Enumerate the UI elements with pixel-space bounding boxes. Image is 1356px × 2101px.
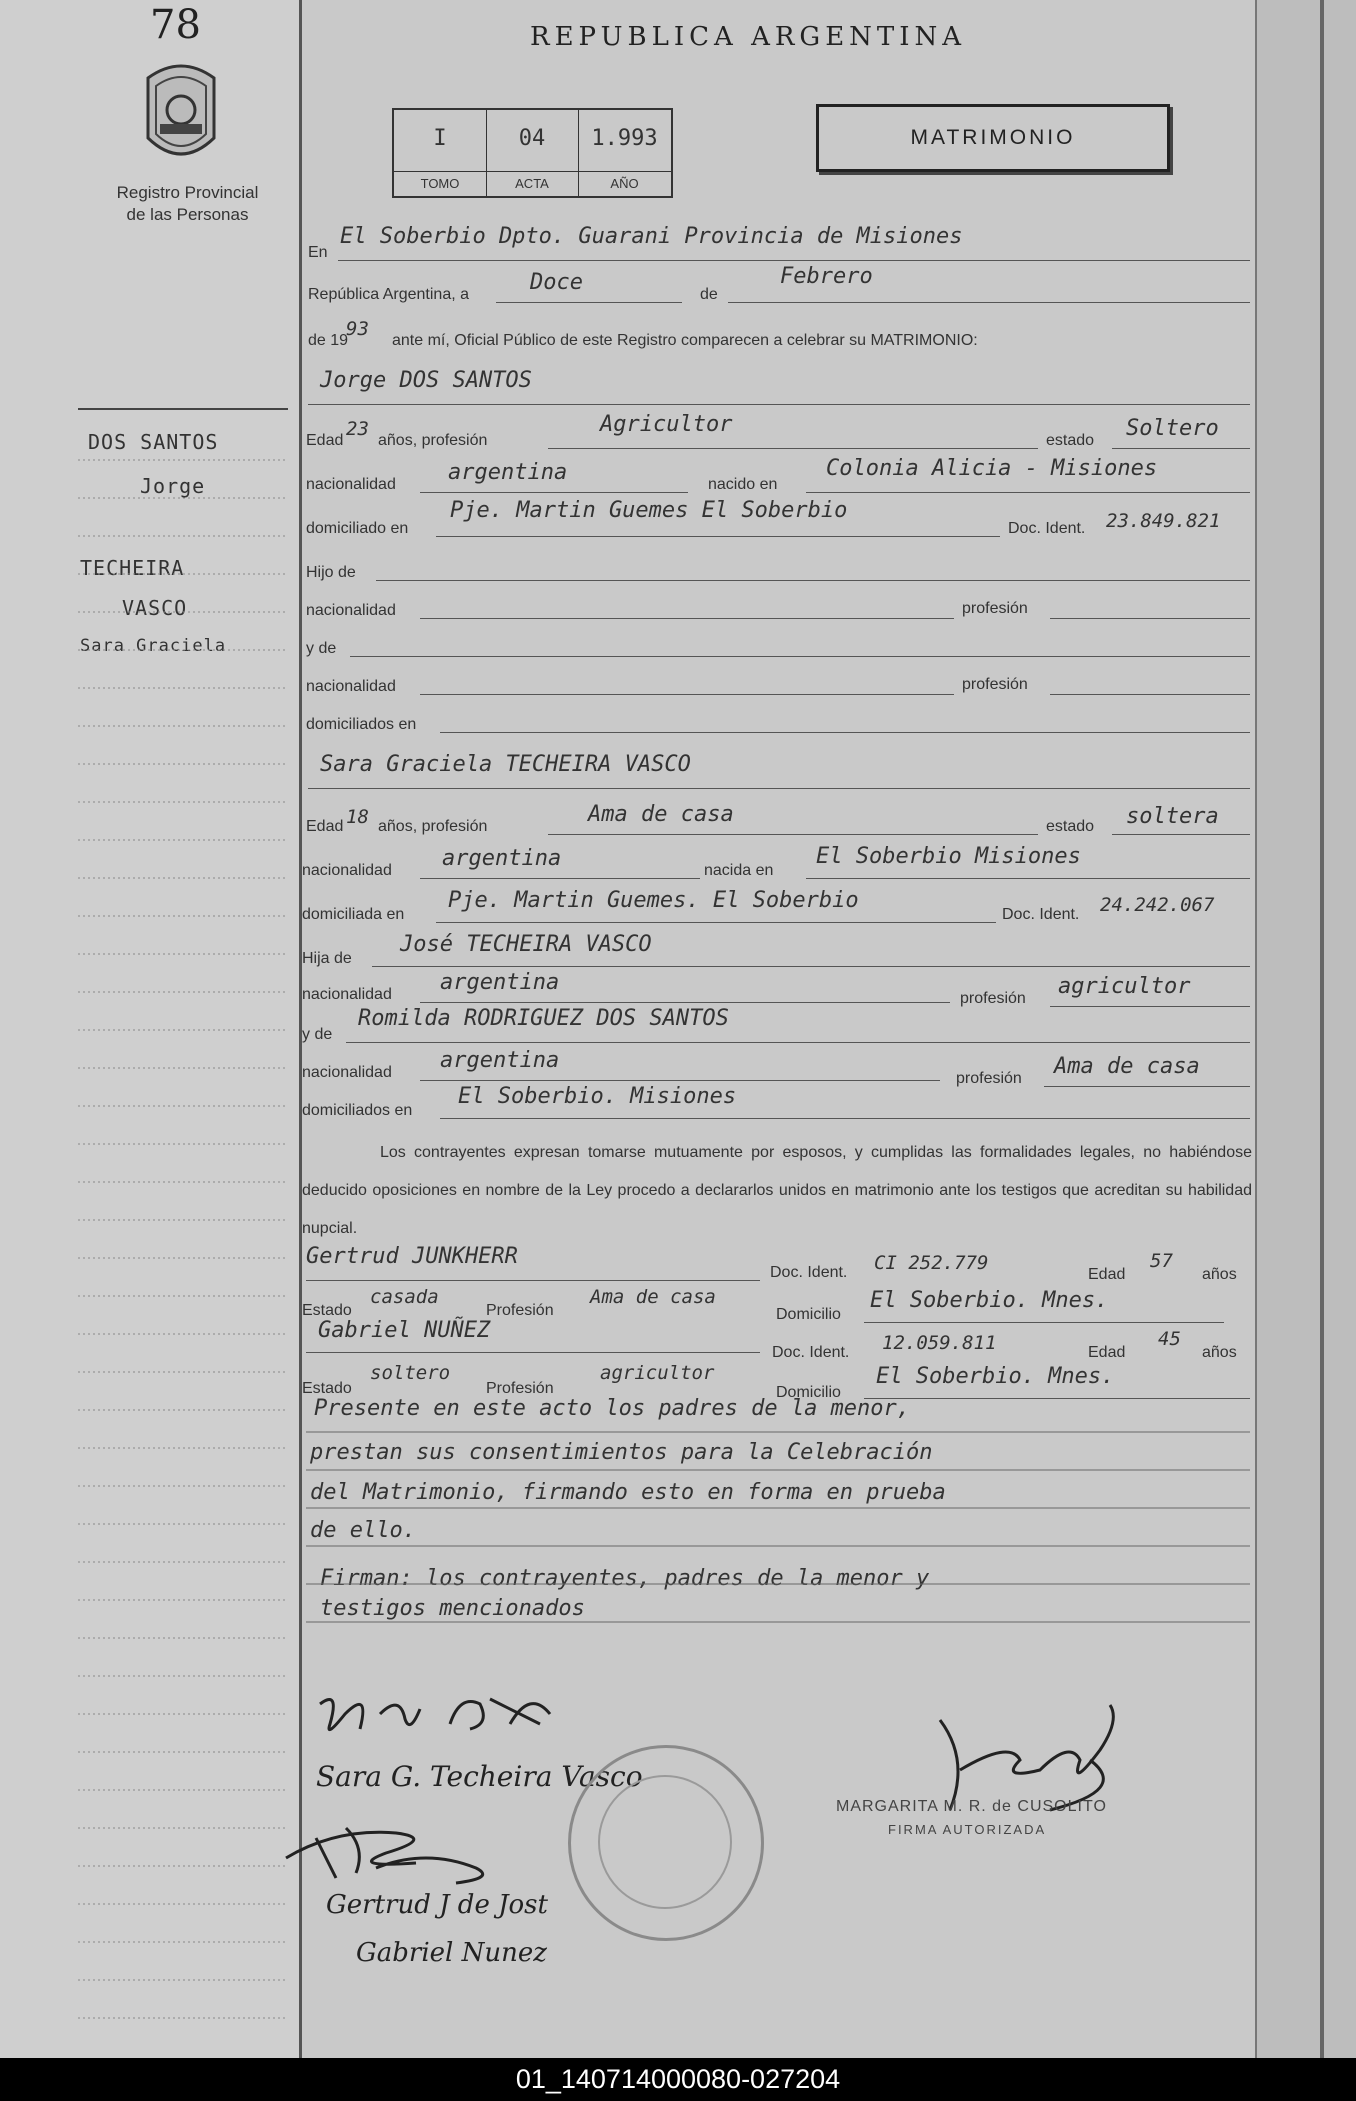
witness2-age: 45: [1158, 1328, 1181, 1350]
bride-nac-label2: nacionalidad: [302, 986, 392, 1003]
groom-prof-line2: [1050, 618, 1250, 619]
groom-nac-line2: [420, 618, 954, 619]
groom-prof-line3: [1050, 694, 1250, 695]
acta-label: ACTA: [486, 171, 578, 196]
record-type-box: MATRIMONIO: [816, 104, 1170, 172]
groom-age: 23: [346, 418, 369, 440]
page-right-edge: [1255, 0, 1356, 2058]
de-label: de: [700, 286, 718, 303]
witness2-edad-label: Edad: [1088, 1344, 1126, 1361]
day-line: [496, 302, 682, 303]
note-line-4: de ello.: [310, 1518, 416, 1543]
tomo-label: TOMO: [394, 171, 486, 196]
bride-nac-label3: nacionalidad: [302, 1064, 392, 1081]
witness2-profesion-label: Profesión: [486, 1380, 554, 1397]
ano-cell: [578, 110, 671, 196]
witness2-doc: 12.059.811: [882, 1332, 997, 1354]
bride-domiciliados-label: domiciliados en: [302, 1102, 413, 1119]
tomo-cell: [394, 110, 487, 196]
bride-profesion-label: años, profesión: [378, 818, 488, 835]
bride-doc: 24.242.067: [1100, 894, 1215, 916]
month-line: [728, 302, 1250, 303]
witness2-name: Gabriel NUÑEZ: [318, 1318, 491, 1343]
groom-estado-line: [1112, 448, 1250, 449]
bride-nacida-label: nacida en: [704, 862, 774, 879]
groom-nationality-line: [420, 492, 688, 493]
bride-yde-label: y de: [302, 1026, 333, 1043]
bride-father-line: [372, 966, 1250, 967]
official-name: MARGARITA M. R. de CUSOLITO: [836, 1798, 1107, 1815]
sidebar-bride-surname1: TECHEIRA: [80, 556, 185, 580]
groom-prof-label3: profesión: [962, 676, 1028, 693]
groom-nac-line3: [420, 694, 954, 695]
groom-birthplace: Colonia Alicia - Misiones: [826, 456, 1158, 481]
groom-domicilio-label: domiciliado en: [306, 520, 409, 537]
bride-address: Pje. Martin Guemes. El Soberbio: [448, 888, 859, 913]
year-prefix: de 19: [308, 332, 349, 349]
bride-profession-line: [548, 834, 1038, 835]
bride-nationality: argentina: [442, 846, 562, 871]
bride-birthplace-line: [806, 878, 1250, 879]
ano-value: 1.993: [591, 126, 658, 151]
groom-doc-label: Doc. Ident.: [1008, 520, 1086, 537]
groom-birthplace-line: [806, 492, 1250, 493]
witness2-profession: agricultor: [600, 1362, 715, 1384]
bride-edad-label: Edad: [306, 818, 344, 835]
witness2-domicilio-label: Domicilio: [776, 1384, 841, 1401]
note-line-1: Presente en este acto los padres de la menor,: [314, 1396, 911, 1421]
official-title: FIRMA AUTORIZADA: [888, 1822, 1047, 1837]
witness1-address: El Soberbio. Mnes.: [870, 1288, 1109, 1313]
bride-nac-line2: [420, 1002, 950, 1003]
sidebar-groom-surname: DOS SANTOS: [88, 430, 219, 454]
note-line-5: Firman: los contrayentes, padres de la menor y: [320, 1566, 930, 1591]
footer-code: 01_140714000080-027204: [0, 2058, 1356, 2101]
groom-profession-line: [548, 448, 1038, 449]
groom-yde-label: y de: [306, 640, 337, 657]
witness1-profession: Ama de casa: [590, 1286, 716, 1308]
witness2-signature: Gabriel Nunez: [356, 1938, 547, 1968]
witness2-name-line: [306, 1352, 760, 1353]
note-line-6: testigos mencionados: [320, 1596, 585, 1621]
groom-name-line: [308, 404, 1250, 405]
bride-mother-line: [346, 1042, 1250, 1043]
bride-father-profession: agricultor: [1058, 974, 1191, 999]
groom-domiciliados-label: domiciliados en: [306, 716, 417, 733]
witness1-age: 57: [1150, 1250, 1173, 1272]
witness1-anos-label: años: [1202, 1266, 1237, 1283]
year-suffix: 93: [346, 318, 369, 340]
note-line-3: del Matrimonio, firmando esto en forma en prueba: [310, 1480, 946, 1505]
groom-hijo-line: [376, 580, 1250, 581]
tomo-value: I: [433, 126, 447, 151]
groom-signature-scribble: [310, 1684, 580, 1744]
declaration-text: Los contrayentes expresan tomarse mutuamente por esposos, y cumplidas las formalidades legales, no habiéndose deducido oposiciones en nombre de la Ley procedo a declararlos unidos en matrimonio ante los testigos que acreditan su habilidad nupcial.: [302, 1144, 1252, 1237]
note-line-2: prestan sus consentimientos para la Celebración: [310, 1440, 933, 1465]
sidebar-bride-surname2: VASCO: [122, 596, 188, 620]
groom-doc: 23.849.821: [1106, 510, 1221, 532]
groom-profession: Agricultor: [600, 412, 733, 437]
acta-value: 04: [518, 126, 546, 151]
bride-nationality-line: [420, 878, 700, 879]
groom-nac-label3: nacionalidad: [306, 678, 396, 695]
groom-address: Pje. Martin Guemes El Soberbio: [450, 498, 848, 523]
bride-mother-profession: Ama de casa: [1054, 1054, 1200, 1079]
groom-nac-label2: nacionalidad: [306, 602, 396, 619]
groom-estado: Soltero: [1126, 416, 1219, 441]
bride-father: José TECHEIRA VASCO: [400, 932, 652, 957]
groom-prof-label2: profesión: [962, 600, 1028, 617]
witness1-address-line: [864, 1322, 1224, 1323]
official-stamp-inner: [598, 1775, 732, 1909]
witness1-name: Gertrud JUNKHERR: [306, 1244, 518, 1269]
groom-address-line: [436, 536, 1000, 537]
bride-hija-label: Hija de: [302, 950, 352, 967]
witness2-estado-label: Estado: [302, 1380, 352, 1397]
bride-estado-label: estado: [1046, 818, 1095, 835]
groom-yde-line: [350, 656, 1250, 657]
bride-prof-line3: [1044, 1086, 1250, 1087]
bride-address-line: [436, 922, 996, 923]
bride-signature: Sara G. Techeira Vasco: [316, 1760, 643, 1793]
witness2-anos-label: años: [1202, 1344, 1237, 1361]
bride-full-name: Sara Graciela TECHEIRA VASCO: [320, 752, 691, 777]
republica-label: República Argentina, a: [308, 286, 469, 303]
place-line: [338, 260, 1250, 261]
witness1-estado: casada: [370, 1286, 439, 1308]
witness2-estado: soltero: [370, 1362, 451, 1384]
witness1-name-line: [306, 1280, 760, 1281]
bride-parents-address: El Soberbio. Misiones: [458, 1084, 737, 1109]
groom-hijo-label: Hijo de: [306, 564, 356, 581]
acta-cell: [486, 110, 579, 196]
bride-prof-label2: profesión: [960, 990, 1026, 1007]
ano-label: AÑO: [578, 171, 671, 196]
bride-mother: Romilda RODRIGUEZ DOS SANTOS: [358, 1006, 729, 1031]
witness2-doc-label: Doc. Ident.: [772, 1344, 850, 1361]
witness2-address: El Soberbio. Mnes.: [876, 1364, 1115, 1389]
en-label: En: [308, 244, 328, 261]
witness1-signature: Gertrud J de Jost: [326, 1890, 548, 1920]
tomo-acta-ano-box: [392, 108, 673, 198]
groom-edad-label: Edad: [306, 432, 344, 449]
groom-nacionalidad-label: nacionalidad: [306, 476, 396, 493]
groom-nacido-label: nacido en: [708, 476, 778, 493]
groom-profesion-label: años, profesión: [378, 432, 488, 449]
bride-estado-line: [1112, 834, 1250, 835]
bride-nacionalidad-label: nacionalidad: [302, 862, 392, 879]
bride-name-line: [308, 788, 1250, 789]
witness2-address-line: [864, 1398, 1250, 1399]
bride-mother-nationality: argentina: [440, 1048, 560, 1073]
bride-doc-label: Doc. Ident.: [1002, 906, 1080, 923]
place-value: El Soberbio Dpto. Guarani Provincia de Misiones: [340, 224, 963, 249]
groom-domiciliados-line: [440, 732, 1250, 733]
bride-age: 18: [346, 806, 369, 828]
witness1-domicilio-label: Domicilio: [776, 1306, 841, 1323]
bride-profession: Ama de casa: [588, 802, 734, 827]
groom-nationality: argentina: [448, 460, 568, 485]
bride-prof-line2: [1050, 1006, 1250, 1007]
groom-full-name: Jorge DOS SANTOS: [320, 368, 532, 393]
bride-domicilio-label: domiciliada en: [302, 906, 405, 923]
witness1-edad-label: Edad: [1088, 1266, 1126, 1283]
binding-line: [1320, 0, 1324, 2058]
witness1-estado-label: Estado: [302, 1302, 352, 1319]
intro-statement: ante mí, Oficial Público de este Registro comparecen a celebrar su MATRIMONIO:: [392, 332, 978, 349]
witness1-doc: CI 252.779: [874, 1252, 989, 1274]
bride-father-nationality: argentina: [440, 970, 560, 995]
bride-prof-label3: profesión: [956, 1070, 1022, 1087]
margin-ruled-lines: [0, 0, 300, 2058]
bride-birthplace: El Soberbio Misiones: [816, 844, 1081, 869]
document-title: REPUBLICA ARGENTINA: [530, 22, 967, 52]
registry-label: Registro Provincial de las Personas: [116, 183, 259, 224]
day-value: Doce: [530, 270, 583, 295]
groom-estado-label: estado: [1046, 432, 1095, 449]
bride-nac-line3: [420, 1080, 940, 1081]
bride-estado: soltera: [1126, 804, 1219, 829]
sidebar-bride-given: Sara Graciela: [80, 636, 227, 656]
sidebar-groom-given: Jorge: [140, 474, 206, 498]
witness1-doc-label: Doc. Ident.: [770, 1264, 848, 1281]
month-value: Febrero: [780, 264, 873, 289]
witness1-profesion-label: Profesión: [486, 1302, 554, 1319]
bride-domiciliados-line: [440, 1118, 1250, 1119]
page-number: 78: [150, 2, 201, 48]
parent-signature-scribble: [276, 1808, 516, 1888]
